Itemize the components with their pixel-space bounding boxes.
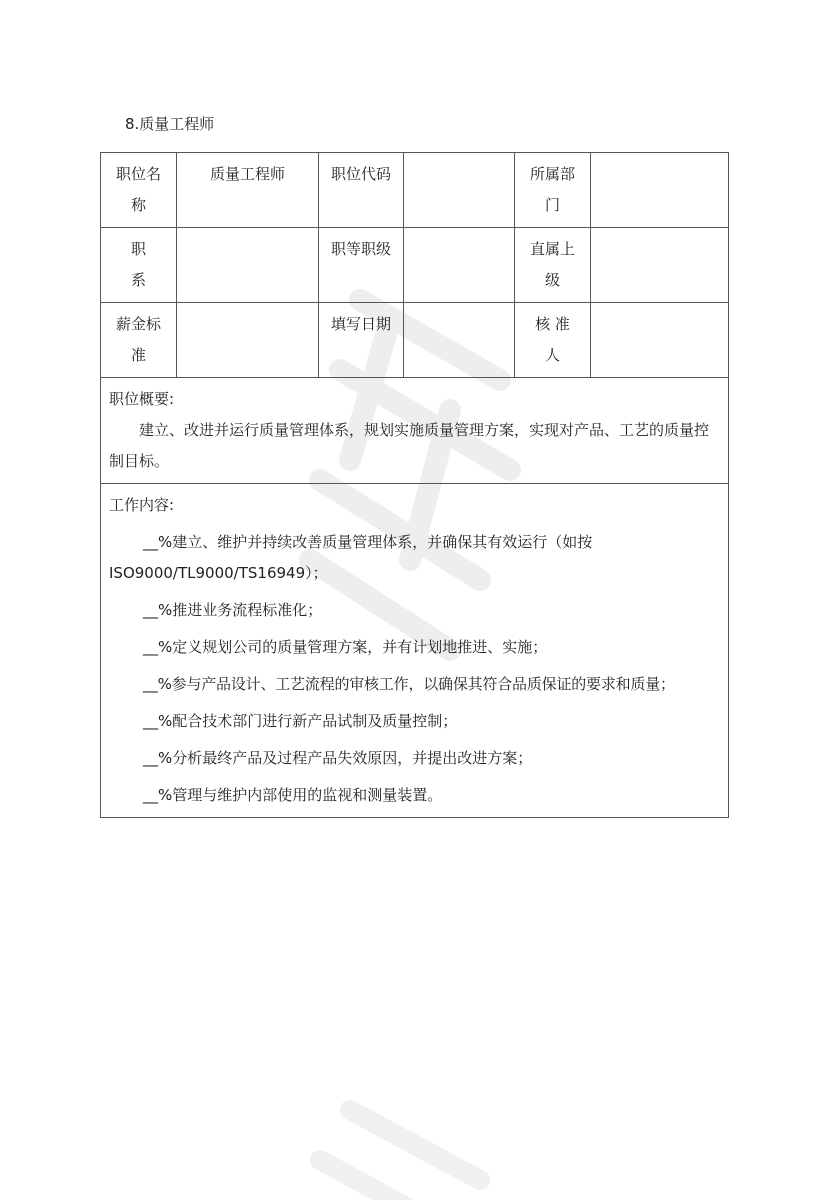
duty-item: __%参与产品设计、工艺流程的审核工作，以确保其符合品质保证的要求和质量； <box>143 675 675 693</box>
duty-item: __%推进业务流程标准化； <box>143 601 323 619</box>
label-department: 所属部门 <box>515 153 591 228</box>
duties-row <box>101 484 729 818</box>
duty-item: __%分析最终产品及过程产品失效原因，并提出改进方案； <box>143 749 533 767</box>
label-position-code: 职位代码 <box>319 153 404 228</box>
value-position-name: 质量工程师 <box>177 153 319 228</box>
duty-item: __%定义规划公司的质量管理方案，并有计划地推进、实施； <box>143 638 548 656</box>
duty-item: __%建立、维护并持续改善质量管理体系，并确保其有效运行（如按ISO9000/TL9000/TS16949）； <box>109 533 593 582</box>
duties-heading: 工作内容: <box>109 496 175 514</box>
table-row <box>101 153 729 228</box>
value-approver <box>591 303 729 378</box>
watermark-graphic-bottom <box>230 1080 590 1200</box>
label-position-name: 职位名称 <box>101 153 177 228</box>
value-fill-date <box>404 303 515 378</box>
table-row <box>101 228 729 303</box>
duties-cell <box>101 484 729 818</box>
label-salary-standard: 薪金标准 <box>101 303 177 378</box>
section-title: 8.质量工程师 <box>125 115 215 133</box>
value-salary-standard <box>177 303 319 378</box>
value-direct-supervisor <box>591 228 729 303</box>
label-direct-supervisor: 直属上级 <box>515 228 591 303</box>
summary-row <box>101 378 729 484</box>
label-grade-level: 职等职级 <box>319 228 404 303</box>
duty-item: __%配合技术部门进行新产品试制及质量控制； <box>143 712 458 730</box>
label-approver: 核 准 人 <box>515 303 591 378</box>
table-row <box>101 303 729 378</box>
summary-heading: 职位概要: <box>109 390 175 408</box>
value-position-code <box>404 153 515 228</box>
duty-item: __%管理与维护内部使用的监视和测量装置。 <box>143 786 443 804</box>
value-grade-level <box>404 228 515 303</box>
summary-text: 建立、改进并运行质量管理体系，规划实施质量管理方案，实现对产品、工艺的质量控制目标。 <box>109 421 710 470</box>
value-job-family <box>177 228 319 303</box>
label-fill-date: 填写日期 <box>319 303 404 378</box>
value-department <box>591 153 729 228</box>
label-job-family: 职 系 <box>101 228 177 303</box>
summary-cell <box>101 378 729 484</box>
job-info-table <box>100 152 729 818</box>
